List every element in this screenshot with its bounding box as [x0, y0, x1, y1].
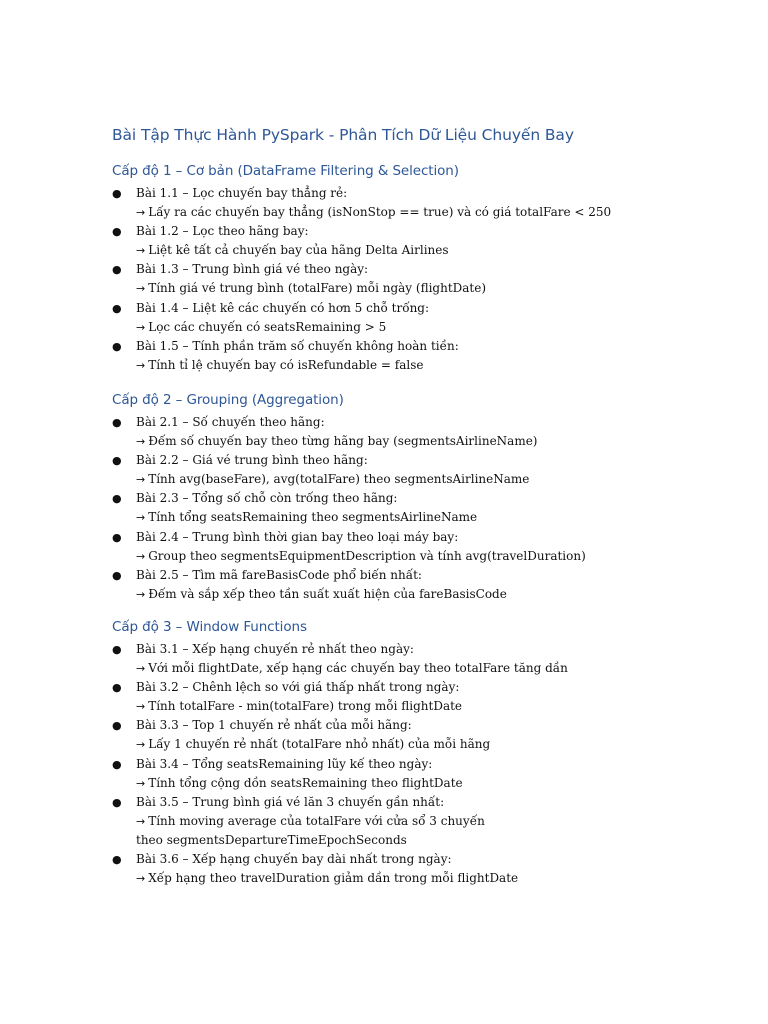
arrow-icon: → [136, 511, 146, 525]
list-item [112, 299, 732, 337]
task-detail-line [136, 203, 732, 222]
list-item [112, 337, 732, 375]
list-item [112, 755, 732, 793]
task-title: Bài 1.4 – Liệt kê các chuyến có hơn 5 chỗ trống: [136, 300, 430, 315]
arrow-icon: → [136, 700, 146, 714]
bullet-icon: ● [112, 301, 122, 315]
task-title: Bài 1.5 – Tính phần trăm số chuyến không hoàn tiền: [136, 338, 459, 353]
bullet-icon: ● [112, 643, 122, 656]
section-heading: Cấp độ 2 – Grouping (Aggregation) [112, 392, 344, 408]
list-item [112, 716, 732, 754]
arrow-icon: → [136, 814, 146, 828]
arrow-icon: → [136, 244, 146, 258]
bullet-icon: ● [112, 795, 122, 809]
arrow-icon: → [136, 587, 146, 601]
section-heading: Cấp độ 3 – Window Functions [112, 619, 307, 635]
task-detail-line [136, 279, 732, 298]
list-item [112, 640, 732, 678]
list-item [112, 678, 732, 716]
task-detail: Tính avg(baseFare), avg(totalFare) theo segmentsAirlineName [148, 472, 530, 487]
task-detail-line [136, 318, 732, 337]
arrow-icon: → [136, 282, 146, 296]
task-detail-line [136, 869, 732, 888]
list-item [112, 850, 732, 888]
task-detail: Lấy 1 chuyến rẻ nhất (totalFare nhỏ nhất) của mỗi hãng [148, 737, 491, 752]
list-item [112, 184, 732, 222]
task-detail: Đếm số chuyến bay theo từng hãng bay (segmentsAirlineName) [148, 434, 538, 449]
task-detail: Đếm và sắp xếp theo tần suất xuất hiện của fareBasisCode [148, 586, 507, 601]
task-detail-line [136, 774, 732, 793]
bullet-icon: ● [112, 853, 122, 867]
task-detail-line [136, 547, 732, 566]
task-title: Bài 3.6 – Xếp hạng chuyến bay dài nhất trong ngày: [136, 852, 452, 867]
task-detail: Tính tỉ lệ chuyến bay có isRefundable = false [148, 357, 424, 372]
section-level-2 [112, 391, 732, 604]
task-detail-line [136, 812, 506, 850]
bullet-icon: ● [112, 454, 122, 468]
arrow-icon: → [136, 435, 146, 449]
task-detail: Tính totalFare - min(totalFare) trong mỗi flightDate [148, 699, 463, 714]
bullet-icon: ● [112, 416, 122, 429]
task-title: Bài 1.2 – Lọc theo hãng bay: [136, 224, 309, 239]
document-title: Bài Tập Thực Hành PySpark - Phân Tích Dữ Liệu Chuyến Bay [112, 126, 574, 144]
task-title: Bài 3.4 – Tổng seatsRemaining lũy kế theo ngày: [136, 756, 433, 771]
list-item [112, 413, 732, 451]
arrow-icon: → [136, 358, 146, 372]
arrow-icon: → [136, 662, 146, 676]
list-item [112, 528, 732, 566]
task-list [112, 184, 732, 375]
task-title: Bài 1.3 – Trung bình giá vé theo ngày: [136, 262, 369, 277]
task-detail-line [136, 697, 732, 716]
task-detail: Group theo segmentsEquipmentDescription và tính avg(travelDuration) [148, 548, 586, 563]
task-title: Bài 3.5 – Trung bình giá vé lăn 3 chuyến gần nhất: [136, 794, 445, 809]
task-detail: Liệt kê tất cả chuyến bay của hãng Delta Airlines [148, 243, 449, 258]
section-level-3 [112, 618, 732, 888]
arrow-icon: → [136, 320, 146, 334]
task-detail: Tính moving average của totalFare với cửa sổ 3 chuyến theo segmentsDepartureTimeEpochSeconds [136, 813, 485, 847]
bullet-icon: ● [112, 492, 122, 506]
task-detail-line [136, 659, 732, 678]
list-item [112, 222, 732, 260]
bullet-icon: ● [112, 263, 122, 277]
arrow-icon: → [136, 473, 146, 487]
bullet-icon: ● [112, 530, 122, 544]
list-item [112, 260, 732, 298]
arrow-icon: → [136, 776, 146, 790]
arrow-icon: → [136, 738, 146, 752]
task-list [112, 640, 732, 888]
list-item [112, 489, 732, 527]
task-title: Bài 3.3 – Top 1 chuyến rẻ nhất của mỗi hãng: [136, 718, 412, 733]
task-detail-line [136, 356, 732, 375]
arrow-icon: → [136, 872, 146, 886]
section-heading: Cấp độ 1 – Cơ bản (DataFrame Filtering & Selection) [112, 163, 459, 179]
arrow-icon: → [136, 206, 146, 220]
task-detail: Lọc các chuyến có seatsRemaining > 5 [148, 319, 387, 334]
task-detail-line [136, 585, 732, 604]
bullet-icon: ● [112, 568, 122, 582]
arrow-icon: → [136, 549, 146, 563]
bullet-icon: ● [112, 225, 122, 239]
task-detail-line [136, 241, 732, 260]
task-title: Bài 3.1 – Xếp hạng chuyến rẻ nhất theo ngày: [136, 642, 414, 656]
list-item [112, 566, 732, 604]
task-detail-line [136, 470, 732, 489]
task-detail-line [136, 735, 732, 754]
task-detail: Tính giá vé trung bình (totalFare) mỗi ngày (flightDate) [148, 281, 487, 296]
task-detail: Với mỗi flightDate, xếp hạng các chuyến bay theo totalFare tăng dần [148, 661, 568, 676]
task-title: Bài 2.4 – Trung bình thời gian bay theo loại máy bay: [136, 529, 459, 544]
task-list [112, 413, 732, 604]
bullet-icon: ● [112, 187, 122, 200]
section-level-1 [112, 162, 732, 375]
bullet-icon: ● [112, 681, 122, 695]
task-title: Bài 2.2 – Giá vé trung bình theo hãng: [136, 453, 368, 468]
task-title: Bài 1.1 – Lọc chuyến bay thẳng rẻ: [136, 186, 348, 200]
bullet-icon: ● [112, 757, 122, 771]
task-title: Bài 3.2 – Chênh lệch so với giá thấp nhất trong ngày: [136, 680, 460, 695]
task-detail: Tính tổng seatsRemaining theo segmentsAirlineName [148, 510, 478, 525]
bullet-icon: ● [112, 339, 122, 353]
task-detail: Lấy ra các chuyến bay thẳng (isNonStop == true) và có giá totalFare < 250 [148, 205, 612, 220]
bullet-icon: ● [112, 719, 122, 733]
task-detail: Xếp hạng theo travelDuration giảm dần trong mỗi flightDate [148, 871, 519, 886]
task-title: Bài 2.5 – Tìm mã fareBasisCode phổ biến nhất: [136, 567, 422, 582]
task-detail: Tính tổng cộng dồn seatsRemaining theo flightDate [148, 775, 463, 790]
list-item [112, 793, 732, 850]
task-detail-line [136, 508, 732, 527]
list-item [112, 451, 732, 489]
task-title: Bài 2.3 – Tổng số chỗ còn trống theo hãng: [136, 491, 398, 506]
task-detail-line [136, 432, 732, 451]
task-title: Bài 2.1 – Số chuyến theo hãng: [136, 415, 325, 429]
